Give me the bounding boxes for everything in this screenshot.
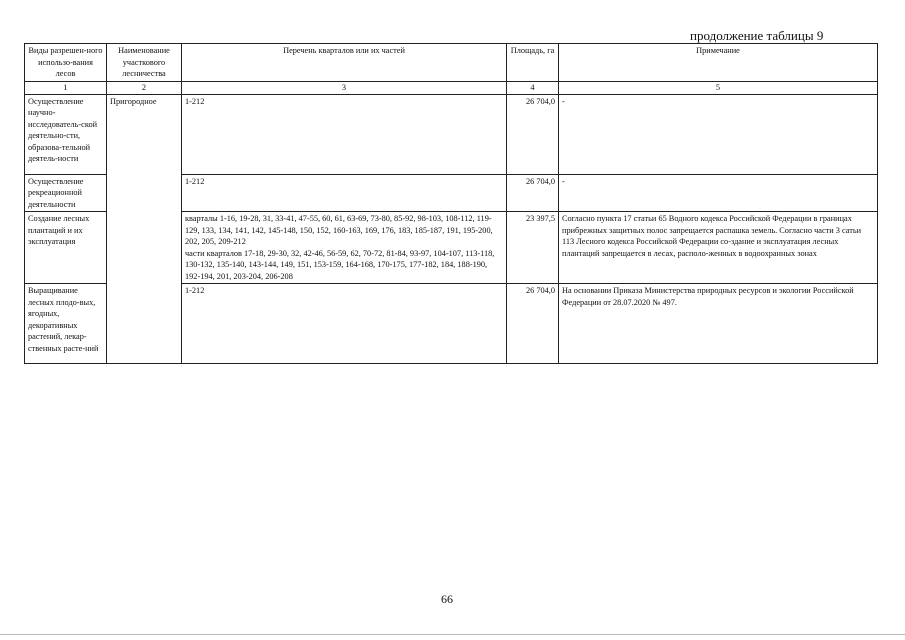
header-note: Примечание bbox=[559, 44, 878, 82]
header-forestry: Наименование участкового лесничества bbox=[107, 44, 182, 82]
column-number: 1 bbox=[25, 81, 107, 94]
column-number: 4 bbox=[507, 81, 559, 94]
kvartals-cell: 1-212 bbox=[182, 284, 507, 364]
forestry-cell: Пригородное bbox=[107, 94, 182, 364]
page-edge-rule bbox=[0, 634, 905, 635]
kvartals-full-list: кварталы 1-16, 19-28, 31, 33-41, 47-55, 60, 61, 63-69, 73-80, 85-92, 98-103, 108-112, 119-129, 133, 134, 141, 142, 145-148, 150, 152, 160-163, 169, 176, 183, 185-187, 191, 195-200, 202, 205, 209-212 bbox=[185, 214, 493, 246]
column-number-row bbox=[25, 81, 878, 94]
use-type-cell: Создание лесных плантаций и их эксплуатация bbox=[25, 212, 107, 284]
data-table bbox=[24, 43, 878, 364]
note-cell: - bbox=[559, 94, 878, 174]
header-area: Площадь, га bbox=[507, 44, 559, 82]
area-cell: 23 397,5 bbox=[507, 212, 559, 284]
column-number: 5 bbox=[559, 81, 878, 94]
area-cell: 26 704,0 bbox=[507, 94, 559, 174]
note-cell: - bbox=[559, 174, 878, 212]
table-caption: продолжение таблицы 9 bbox=[690, 28, 824, 43]
kvartals-cell bbox=[182, 212, 507, 284]
header-use-type: Виды разрешен-ного использо-вания лесов bbox=[25, 44, 107, 82]
page-number: 66 bbox=[441, 592, 453, 606]
kvartals-partial-list: части кварталов 17-18, 29-30, 32, 42-46, 56-59, 62, 70-72, 81-84, 93-97, 104-107, 113-118, 130-132, 135-140, 143-144, 149, 151, 153-159, 164-168, 170-175, 177-182, 184, 188-190, 192-194, 201, 203-204, 206-208 bbox=[185, 248, 495, 281]
header-kvartals: Перечень кварталов или их частей bbox=[182, 44, 507, 82]
use-type-cell: Осуществление рекреационной деятельности bbox=[25, 174, 107, 212]
area-cell: 26 704,0 bbox=[507, 284, 559, 364]
column-number: 3 bbox=[182, 81, 507, 94]
note-cell: Согласно пункта 17 статьи 65 Водного кодекса Российской Федерации в границах прибрежных защитных полос запрещается распашка земель. Согласно части 3 сатьи 113 Лесного кодекса Российской Федерации со-здание и эксплуатация лесных плантаций запрещается в лесах, располо-женных в водоохранных зонах bbox=[559, 212, 878, 284]
header-row bbox=[25, 44, 878, 82]
area-cell: 26 704,0 bbox=[507, 174, 559, 212]
use-type-cell: Осуществление научно-исследователь-ской деятельно-сти, образова-тельной деятель-ности bbox=[25, 94, 107, 174]
use-type-cell: Выращивание лесных плодо-вых, ягодных, декоративных растений, лекар-ственных расте-ний bbox=[25, 284, 107, 364]
note-cell: На основании Приказа Министерства природных ресурсов и экологии Российской Федерации от 28.07.2020 № 497. bbox=[559, 284, 878, 364]
kvartals-cell: 1-212 bbox=[182, 174, 507, 212]
column-number: 2 bbox=[107, 81, 182, 94]
table-row bbox=[25, 94, 878, 174]
kvartals-cell: 1-212 bbox=[182, 94, 507, 174]
